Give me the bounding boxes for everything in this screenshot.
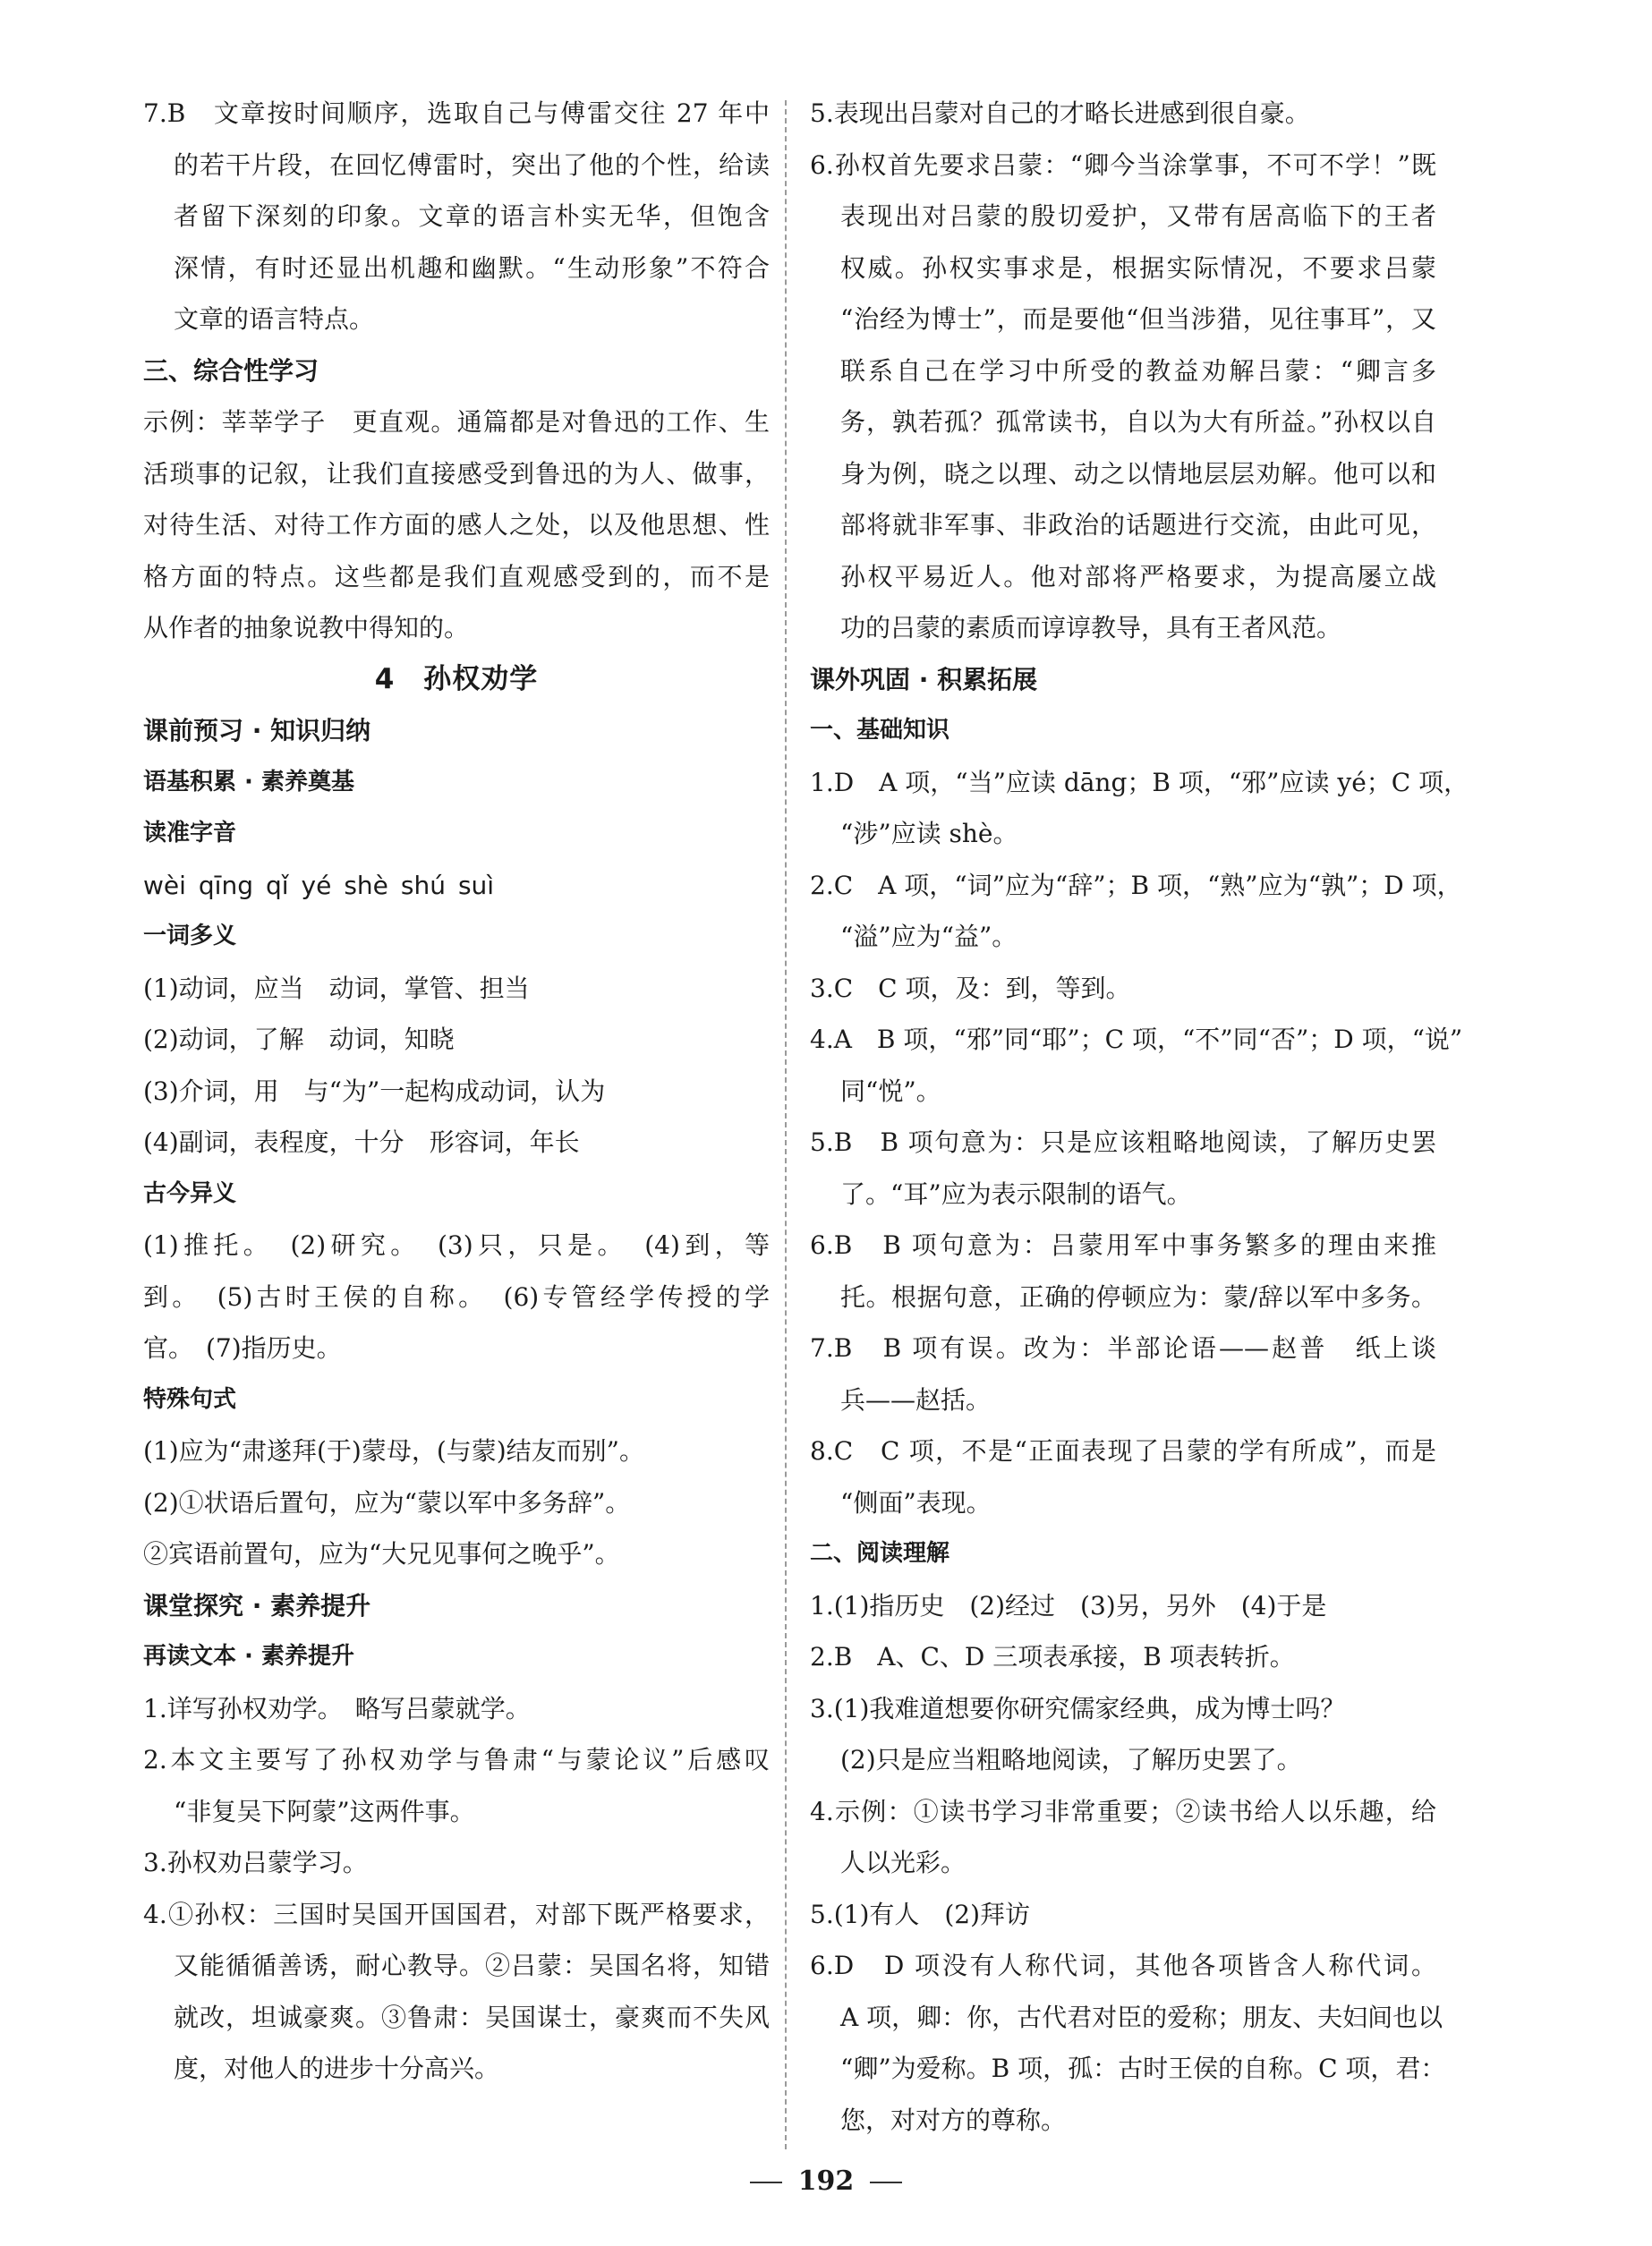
left-column [143,88,770,2095]
section-heading: 再读文本 · 素养提升 [143,1643,354,1670]
text-line: 格方面的特点。这些都是我们直观感受到的，而不是 [143,561,770,591]
text-line: 示例：莘莘学子 更直观。通篇都是对鲁迅的工作、生 [143,407,770,437]
text-line: 人以光彩。 [840,1848,967,1877]
text-line: ②宾语前置句，应为“大兄见事何之晚乎”。 [143,1539,620,1569]
text-line: 1.D A 项，“当”应读 dāng；B 项，“邪”应读 yé；C 项， [810,767,1469,797]
footer-dash-left [750,2182,782,2183]
section-heading: 课前预习 · 知识归纳 [143,716,371,745]
text-line: 2.B A、C、D 三项表承接，B 项表转折。 [810,1642,1295,1672]
text-line: 4.A B 项，“邪”同“耶”；C 项，“不”同“否”；D 项，“说” [810,1025,1463,1054]
text-line: 的若干片段，在回忆傅雷时，突出了他的个性，给读 [174,149,770,180]
text-line: 联系自己在学习中所受的教益劝解吕蒙：“卿言多 [840,355,1436,386]
section-heading: 一、基础知识 [810,717,950,744]
text-line: 您，对对方的尊称。 [840,2105,1067,2135]
text-line: 6.孙权首先要求吕蒙：“卿今当涂掌事，不可不学！”既 [810,149,1436,180]
section-heading: 一词多义 [143,923,237,949]
text-line: (3)介词，用 与“为”一起构成动词，认为 [143,1076,606,1106]
text-line: 孙权平易近人。他对部将严格要求，为提高屡立战 [840,561,1436,591]
text-line: 就改，坦诚豪爽。③鲁肃：吴国谋士，豪爽而不失风 [174,2002,770,2032]
footer-dash-right [870,2182,902,2183]
page-number: 192 [797,2165,855,2197]
text-line: 又能循循善诱，耐心教导。②吕蒙：吴国名将，知错 [174,1951,770,1980]
text-line: 5.表现出吕蒙对自己的才略长进感到很自豪。 [810,98,1310,128]
text-line: 兵——赵括。 [840,1384,992,1415]
text-line: 务，孰若孤？孤常读书，自以为大有所益。”孙权以自 [840,407,1436,437]
text-line: 对待生活、对待工作方面的感人之处，以及他思想、性 [143,510,770,540]
text-line: 7.B B 项有误。改为：半部论语——赵普 纸上谈 [810,1333,1436,1363]
lesson-title: 4 孙权劝学 [374,662,539,695]
section-heading: 读准字音 [143,820,237,847]
section-heading: 古今异义 [143,1179,237,1207]
text-line: (4)副词，表程度，十分 形容词，年长 [143,1127,580,1157]
text-line: 了。“耳”应为表示限制的语气。 [840,1178,1192,1209]
text-line: 同“悦”。 [840,1076,941,1106]
text-line: 权威。孙权实事求是，根据实际情况，不要求吕蒙 [840,252,1436,283]
text-line: “治经为博士”，而是要他“但当涉猎，见往事耳”，又 [840,304,1436,334]
text-line: 官。 (7)指历史。 [143,1333,342,1363]
text-line: “涉”应读 shè。 [840,819,1018,848]
section-heading: 语基积累 · 素养奠基 [143,768,354,795]
section-heading: 特殊句式 [143,1385,237,1413]
text-line: (1)动词，应当 动词，掌管、担当 [143,973,530,1003]
text-line: (2)只是应当粗略地阅读，了解历史罢了。 [840,1745,1302,1774]
text-line: A 项，卿：你，古代君对臣的爱称；朋友、夫妇间也以 [840,2002,1443,2032]
text-line: 5.(1)有人 (2)拜访 [810,1899,1031,1929]
text-line: 5.B B 项句意为：只是应该粗略地阅读，了解历史罢 [810,1127,1436,1157]
text-line: 部将就非军事、非政治的话题进行交流，由此可见， [840,510,1436,540]
text-line: 6.B B 项句意为：吕蒙用军中事务繁多的理由来推 [810,1230,1436,1260]
section-heading: 课堂探究 · 素养提升 [143,1590,371,1621]
text-line: (2)①状语后置句，应为“蒙以军中多务辞”。 [143,1487,631,1518]
text-line: 8.C C 项，不是“正面表现了吕蒙的学有所成”，而是 [810,1436,1436,1466]
text-line: 功的吕蒙的素质而谆谆教导，具有王者风范。 [840,613,1342,642]
text-line: 3.C C 项，及：到，等到。 [810,973,1131,1003]
text-line: 1.详写孙权劝学。 略写吕蒙就学。 [143,1693,531,1723]
text-line: 文章的语言特点。 [174,304,375,334]
text-line: 3.孙权劝吕蒙学习。 [143,1848,368,1877]
text-line: 从作者的抽象说教中得知的。 [143,613,470,642]
text-line: 身为例，晓之以理、动之以情地层层劝解。他可以和 [840,458,1436,489]
text-line: (1)推托。 (2)研究。 (3)只，只是。 (4)到，等 [143,1230,770,1260]
text-line: 度，对他人的进步十分高兴。 [174,2054,500,2083]
text-line: 2.C A 项，“词”应为“辞”；B 项，“熟”应为“孰”；D 项， [810,870,1462,900]
text-line: “非复吴下阿蒙”这两件事。 [174,1796,475,1826]
text-line: 托。根据句意，正确的停顿应为：蒙/辞以军中多务。 [840,1281,1436,1312]
section-heading: 三、综合性学习 [143,355,319,386]
text-line: 3.(1)我难道想要你研究儒家经典，成为博士吗？ [810,1693,1346,1723]
text-line: (1)应为“肃遂拜(于)蒙母，(与蒙)结友而别”。 [143,1436,644,1466]
text-line: 6.D D 项没有人称代词，其他各项皆含人称代词。 [810,1951,1436,1980]
text-line: (2)动词，了解 动词，知晓 [143,1025,455,1054]
right-column [810,88,1469,2146]
text-line: 者留下深刻的印象。文章的语言朴实无华，但饱含 [174,201,770,231]
section-heading: 课外巩固 · 积累拓展 [810,664,1038,694]
text-line: 到。 (5)古时王侯的自称。 (6)专管经学传授的学 [143,1281,770,1312]
text-line: 1.(1)指历史 (2)经过 (3)另，另外 (4)于是 [810,1590,1327,1621]
text-line: 2.本文主要写了孙权劝学与鲁肃“与蒙论议”后感叹 [143,1745,770,1774]
text-line: 4.示例：①读书学习非常重要；②读书给人以乐趣，给 [810,1796,1436,1826]
text-line: 深情，有时还显出机趣和幽默。“生动形象”不符合 [174,252,770,283]
text-line: 活琐事的记叙，让我们直接感受到鲁迅的为人、做事， [143,458,770,489]
text-line: “卿”为爱称。B 项，孤：古时王侯的自称。C 项，君： [840,2054,1446,2083]
text-line: “溢”应为“益”。 [840,922,1018,951]
section-heading: 二、阅读理解 [810,1540,950,1567]
text-line: 7.B 文章按时间顺序，选取自己与傅雷交往 27 年中 [143,98,770,128]
pinyin-line: wèi qīng qǐ yé shè shú suì [143,870,495,900]
column-divider [785,100,787,2149]
text-line: “侧面”表现。 [840,1487,992,1518]
page-footer [0,2164,1652,2199]
text-line: 4.①孙权：三国时吴国开国国君，对部下既严格要求， [143,1899,770,1929]
text-line: 表现出对吕蒙的殷切爱护，又带有居高临下的王者 [840,201,1436,231]
